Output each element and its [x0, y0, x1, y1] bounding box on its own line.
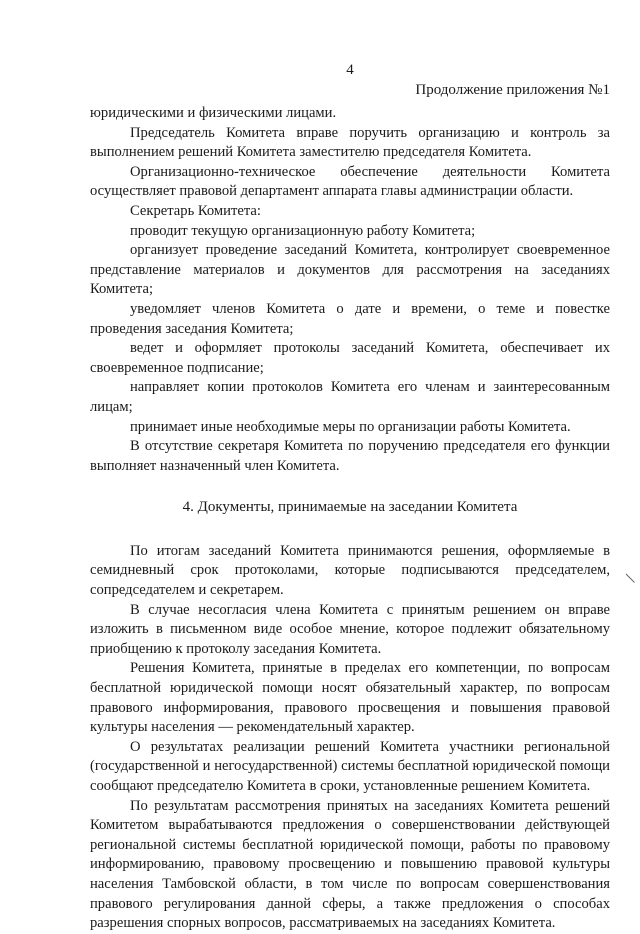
page-number: 4 [346, 62, 354, 78]
paragraph: Организационно-техническое обеспечение деятельности Комитета осуществляет правовой департамент аппарата главы администрации области. [90, 163, 610, 200]
paragraph: Секретарь Комитета: [130, 202, 261, 219]
margin-mark [626, 565, 640, 583]
paragraph: уведомляет членов Комитета о дате и времени, о теме и повестке проведения заседания Комитета; [90, 300, 610, 337]
paragraph: организует проведение заседаний Комитета, контролирует своевременное представление материалов и документов для рассмотрения на заседаниях Комитета; [90, 242, 610, 298]
section-heading: 4. Документы, принимаемые на заседании Комитета [182, 499, 518, 516]
paragraph: Решения Комитета, принятые в пределах его компетенции, по вопросам бесплатной юридической помощи носят обязательный характер, по вопросам правового информирования, правового просвещения и повышения правовой культуры населения — рекомендательный характер. [90, 660, 610, 736]
paragraph: юридическими и физическими лицами. [90, 105, 337, 121]
document-body [90, 104, 610, 934]
paragraph: В отсутствие секретаря Комитета по поручению председателя его функции выполняет назначенный член Комитета. [90, 438, 610, 474]
paragraph: По результатам рассмотрения принятых на заседаниях Комитета решений Комитетом вырабатываются предложения о совершенствовании действующей региональной системы бесплатной юридической помощи, работы по правовому информированию, правовому просвещению и повышению правовой культуры населения Тамбовской области, в том числе по вопросам совершенствования правового регулирования данной сферы, а также предложения о способах разрешения спорных вопросов, рассматриваемых на заседаниях Комитета. [90, 797, 610, 932]
paragraph: О результатах реализации решений Комитета участники региональной (государственной и негосударственной) системы бесплатной юридической помощи сообщают председателю Комитета в сроки, установленные решением Комитета. [90, 738, 610, 794]
paragraph: По итогам заседаний Комитета принимаются решения, оформляемые в семидневный срок протоколами, которые подписываются председателем, сопредседателем и секретарем. [90, 542, 610, 599]
paragraph: ведет и оформляет протоколы заседаний Комитета, обеспечивает их своевременное подписание; [90, 340, 610, 376]
paragraph: принимает иные необходимые меры по организации работы Комитета. [130, 418, 571, 435]
paragraph: направляет копии протоколов Комитета его членам и заинтересованным лицам; [90, 379, 610, 415]
paragraph: Председатель Комитета вправе поручить организацию и контроль за выполнением решений Комитета заместителю председателя Комитета. [90, 124, 610, 161]
paragraph: В случае несогласия члена Комитета с принятым решением он вправе изложить в письменном виде особое мнение, которое подлежит обязательному приобщению к протоколу заседания Комитета. [90, 601, 610, 657]
paragraph: проводит текущую организационную работу Комитета; [130, 222, 476, 239]
appendix-note: Продолжение приложения №1 [415, 82, 610, 98]
